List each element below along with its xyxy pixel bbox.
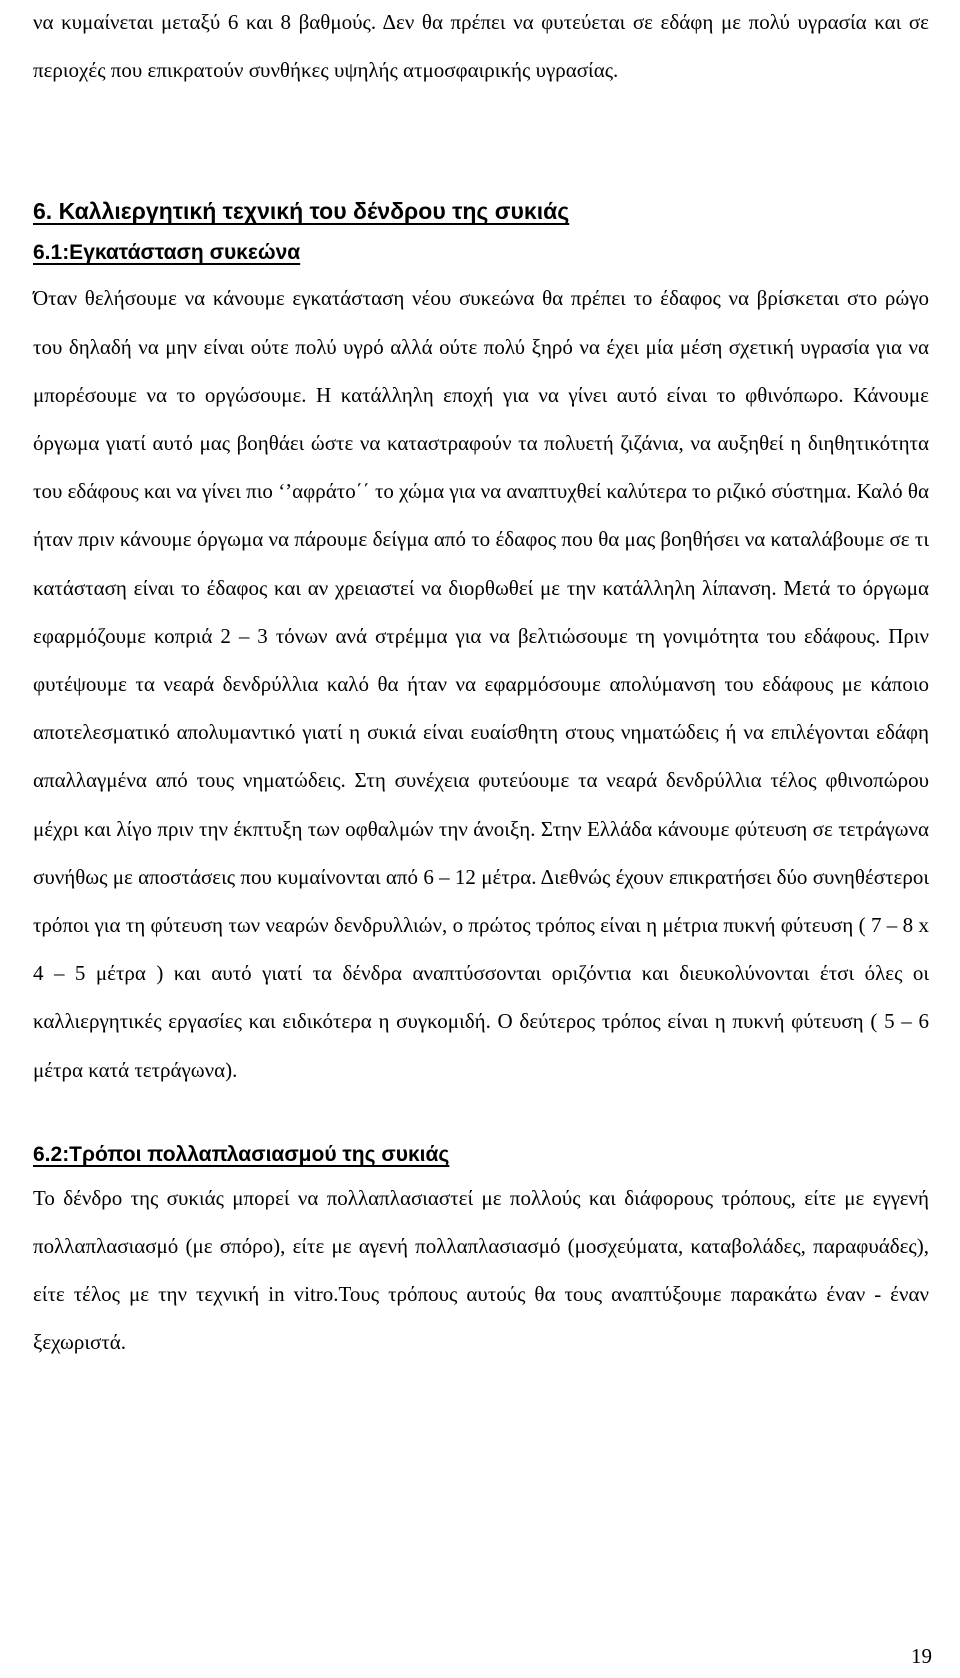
section-title: 6. Καλλιεργητική τεχνική του δένδρου της συκιάς (33, 198, 570, 225)
paragraph-propagation (33, 1174, 929, 1367)
paragraph-propagation-text: Το δένδρο της συκιάς μπορεί να πολλαπλασιαστεί με πολλούς και διάφορους τρόπους, είτε με εγγενή πολλαπλασιασμό (με σπόρο), είτε με αγενή πολλαπλασιασμό (μοσχεύματα, καταβολάδες, παραφυάδες), είτε τέλος με την τεχνική in vitro.Τους τρόπους αυτούς θα τους αναπτύξουμε παρακάτω έναν - έναν ξεχωριστά. (33, 1185, 929, 1355)
document-page (33, 0, 929, 1367)
subsection-title-installation: 6.1:Εγκατάσταση συκεώνα (33, 241, 301, 265)
page-number: 19 (911, 1644, 932, 1668)
paragraph-continuation: να κυμαίνεται μεταξύ 6 και 8 βαθμούς. Δεν θα πρέπει να φυτεύεται σε εδάφη με πολύ υγρασία και σε περιοχές που επικρατούν συνθήκες υψηλής ατμοσφαιρικής υγρασίας. (33, 10, 929, 83)
subsection-title-propagation: 6.2:Τρόποι πολλαπλασιασμού της συκιάς (33, 1142, 450, 1166)
paragraph-installation: Όταν θελήσουμε να κάνουμε εγκατάσταση νέου συκεώνα θα πρέπει το έδαφος να βρίσκεται στο ρώγο του δηλαδή να μην είναι ούτε πολύ υγρό αλλά ούτε πολύ ξηρό να έχει μία μέση σχετική υγρασία για να μπορέσουμε να το οργώσουμε. Η κατάλληλη εποχή για να γίνει αυτό είναι το φθινόπωρο. Κάνουμε όργωμα γιατί αυτό μας βοηθάει ώστε να καταστραφούν τα πολυετή ζιζάνια, να αυξηθεί η διηθητικότητα του εδάφους και να γίνει πιο ‘’αφράτο΄΄ το χώμα για να αναπτυχθεί καλύτερα το ριζικό σύστημα. Καλό θα ήταν πριν κάνουμε όργωμα να πάρουμε δείγμα από το έδαφος που θα μας βοηθήσει να καταλάβουμε σε τι κατάσταση είναι το έδαφος και αν χρειαστεί να διορθωθεί με την κατάλληλη λίπανση. Μετά το όργωμα εφαρμόζουμε κοπριά 2 – 3 τόνων ανά στρέμμα για να βελτιώσουμε τη γονιμότητα του εδάφους. Πριν φυτέψουμε τα νεαρά δενδρύλλια καλό θα ήταν να εφαρμόσουμε απολύμανση του εδάφους με κάποιο αποτελεσματικό απολυμαντικό γιατί η συκιά είναι ευαίσθητη στους νηματώδεις ή να επιλέγονται εδάφη απαλλαγμένα από τους νηματώδεις. Στη συνέχεια φυτεύουμε τα νεαρά δενδρύλλια τέλος φθινοπώρου μέχρι και λίγο πριν την έκπτυξη των οφθαλμών την άνοιξη. Στην Ελλάδα κάνουμε φύτευση σε τετράγωνα συνήθως με αποστάσεις που κυμαίνονται από 6 – 12 μέτρα. Διεθνώς έχουν επικρατήσει δύο συνηθέστεροι τρόποι για τη φύτευση των νεαρών δενδρυλλιών, ο πρώτος τρόπος είναι η μέτρια πυκνή φύτευση ( 7 – 8 x 4 – 5 μέτρα ) και αυτό γιατί τα δένδρα αναπτύσσονται οριζόντια και διευκολύνονται έτσι όλες οι καλλιεργητικές εργασίες και ειδικότερα η συγκομιδή. Ο δεύτερος τρόπος είναι η πυκνή φύτευση ( 5 – 6 μέτρα κατά τετράγωνα). (33, 286, 929, 1082)
